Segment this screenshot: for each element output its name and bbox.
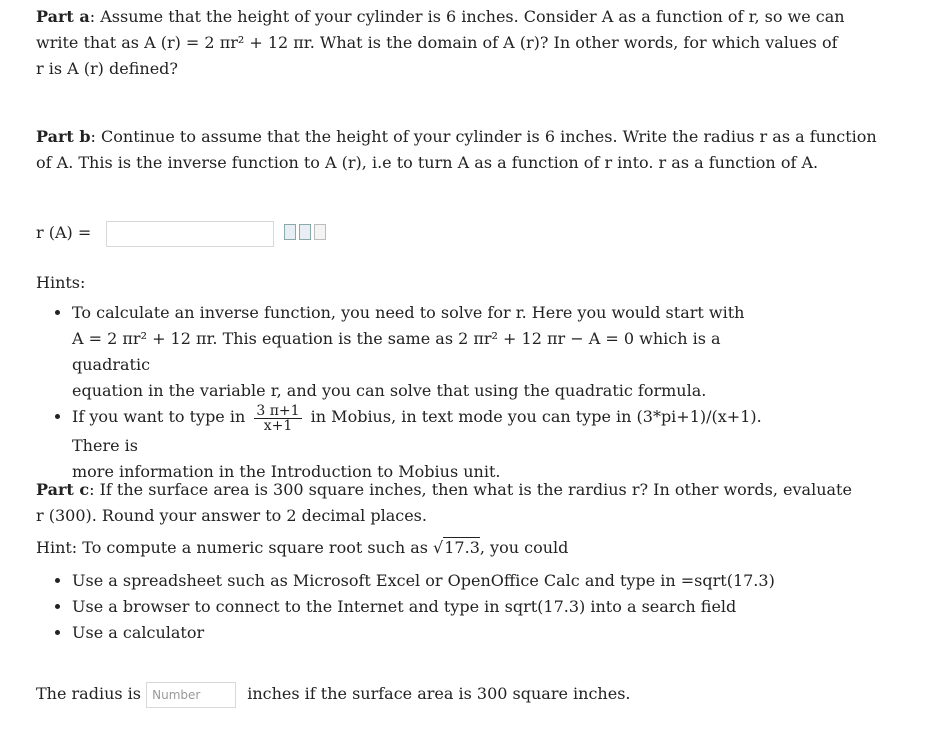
part-c-label: Part c [36,480,90,499]
sqrt-symbol: √ [433,538,444,557]
hint-2-post: in Mobius, in text mode you can type in (3*pi+1)/(x+1). There is [72,407,762,455]
part-b-line1 [36,124,877,150]
hint-c-item: • Use a browser to connect to the Internet and type in sqrt(17.3) into a search field [72,594,775,620]
hint-c-post: , you could [479,538,569,557]
part-a-label: Part a [36,7,90,26]
final-post: inches if the surface area is 300 square inches. [247,684,631,703]
hints-list [36,300,796,485]
hint-1-line1: • To calculate an inverse function, you need to solve for r. Here you would start with [72,303,745,322]
fraction [254,404,301,433]
hint-2-line1 [72,404,796,459]
hint-2-pre: If you want to type in [72,407,246,426]
part-a-text1: : Assume that the height of your cylinder is 6 inches. Consider A as a function of r, so we can [89,7,845,26]
answer-b-input[interactable] [106,221,274,247]
part-a-line1 [36,4,845,30]
part-c [36,477,852,529]
hint-c-item: • Use a calculator [72,620,775,646]
part-c-line1 [36,477,852,503]
hint-item-2 [72,404,796,485]
sqrt-radicand: 17.3 [444,538,480,557]
part-b [36,124,877,176]
equation-tools [284,224,329,244]
part-c-text1: : If the surface area is 300 square inches, then what is the rardius r? In other words, evaluate [89,480,852,499]
hint-c-pre: Hint: To compute a numeric square root such as [36,538,434,557]
part-a-line2: write that as A (r) = 2 πr² + 12 πr. What is the domain of A (r)? In other words, for which values of [36,33,838,52]
part-b-label: Part b [36,127,91,146]
hint-c-intro [36,535,568,561]
fraction-denominator: x+1 [263,418,293,434]
final-answer-row [36,681,630,708]
part-b-text1: : Continue to assume that the height of your cylinder is 6 inches. Write the radius r as a function [90,127,877,146]
answer-b-row [36,220,274,247]
radius-number-input[interactable]: Number [146,682,236,708]
part-c-line2: r (300). Round your answer to 2 decimal places. [36,506,427,525]
answer-b-label: r (A) = [36,223,92,242]
part-a [36,4,845,82]
equation-editor-icon[interactable] [284,224,296,240]
hint-1-line2: A = 2 πr² + 12 πr. This equation is the same as 2 πr² + 12 πr − A = 0 which is a quadratic [72,329,721,374]
part-a-line3: r is A (r) defined? [36,59,178,78]
part-b-line2: of A. This is the inverse function to A (r), i.e to turn A as a function of r into. r as a function of A. [36,153,819,172]
hint-2-line2: more information in the Introduction to Mobius unit. [72,462,501,481]
help-document-icon[interactable] [314,224,326,240]
hint-c-list [36,568,775,646]
fraction-numerator: 3 π+1 [256,403,300,419]
hints-title: Hints: [36,273,86,292]
hint-c-item: • Use a spreadsheet such as Microsoft Excel or OpenOffice Calc and type in =sqrt(17.3) [72,568,775,594]
hint-1-line3: equation in the variable r, and you can solve that using the quadratic formula. [72,381,707,400]
final-pre: The radius is [36,684,142,703]
preview-icon[interactable] [299,224,311,240]
hint-item-1 [72,300,796,404]
